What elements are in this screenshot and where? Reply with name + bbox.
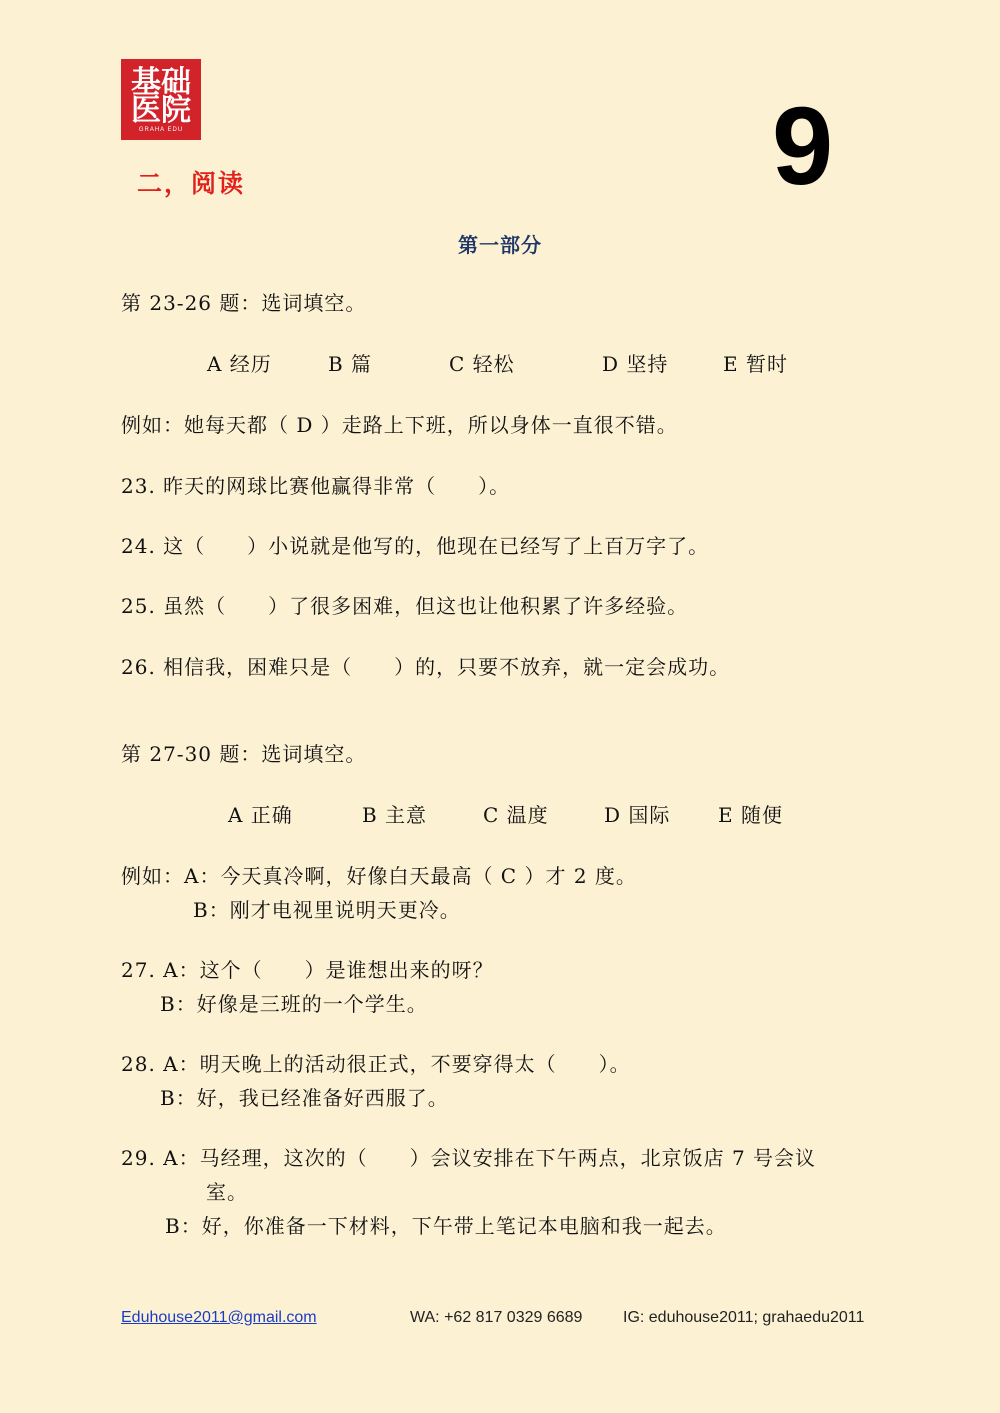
- question-29-a-continued: 室。: [206, 1180, 248, 1204]
- group1-option-a: A 经历: [207, 352, 272, 376]
- group2-option-d: D 国际: [604, 803, 671, 827]
- group2-option-e: E 随便: [718, 803, 783, 827]
- group1-option-e: E 暂时: [723, 352, 788, 376]
- group1-option-d: D 坚持: [602, 352, 669, 376]
- group1-instruction: 第 23-26 题：选词填空。: [121, 291, 367, 315]
- question-28-a: 28. A：明天晚上的活动很正式，不要穿得太（ ）。: [121, 1052, 631, 1076]
- section-title: 二，阅读: [137, 169, 246, 198]
- group2-option-b: B 主意: [362, 803, 428, 827]
- question-26: 26. 相信我，困难只是（ ）的，只要不放弃，就一定会成功。: [121, 655, 731, 679]
- logo-glyphs: 基础 医院: [131, 65, 191, 128]
- group2-option-a: A 正确: [228, 803, 293, 827]
- question-25: 25. 虽然（ ）了很多困难，但这也让他积累了许多经验。: [121, 594, 689, 618]
- question-27-a: 27. A：这个（ ）是谁想出来的呀？: [121, 958, 494, 982]
- group2-instruction: 第 27-30 题：选词填空。: [121, 742, 367, 766]
- question-24: 24. 这（ ）小说就是他写的，他现在已经写了上百万字了。: [121, 534, 710, 558]
- footer-email-link[interactable]: Eduhouse2011@gmail.com: [121, 1309, 317, 1326]
- group2-example-a: 例如：A：今天真冷啊，好像白天最高（ C ）才 2 度。: [121, 864, 637, 888]
- footer-instagram: IG: eduhouse2011; grahaedu2011: [623, 1309, 865, 1326]
- question-27-b: B：好像是三班的一个学生。: [160, 992, 428, 1016]
- logo-subtitle: GRAHA EDU: [138, 127, 184, 133]
- logo: [121, 59, 201, 140]
- footer-whatsapp: WA: +62 817 0329 6689: [410, 1309, 583, 1326]
- question-23: 23. 昨天的网球比赛他赢得非常（ ）。: [121, 474, 511, 498]
- page-number: 9: [772, 85, 834, 208]
- group2-example-b: B：刚才电视里说明天更冷。: [193, 898, 461, 922]
- group2-option-c: C 温度: [483, 803, 549, 827]
- group1-option-c: C 轻松: [449, 352, 515, 376]
- group1-example: 例如：她每天都（ D ）走路上下班，所以身体一直很不错。: [121, 413, 678, 437]
- question-29-b: B：好，你准备一下材料，下午带上笔记本电脑和我一起去。: [165, 1214, 727, 1238]
- group1-option-b: B 篇: [328, 352, 373, 376]
- question-28-b: B：好，我已经准备好西服了。: [160, 1086, 449, 1110]
- question-29-a: 29. A：马经理，这次的（ ）会议安排在下午两点，北京饭店 7 号会议: [121, 1146, 817, 1170]
- part-title: 第一部分: [458, 233, 542, 257]
